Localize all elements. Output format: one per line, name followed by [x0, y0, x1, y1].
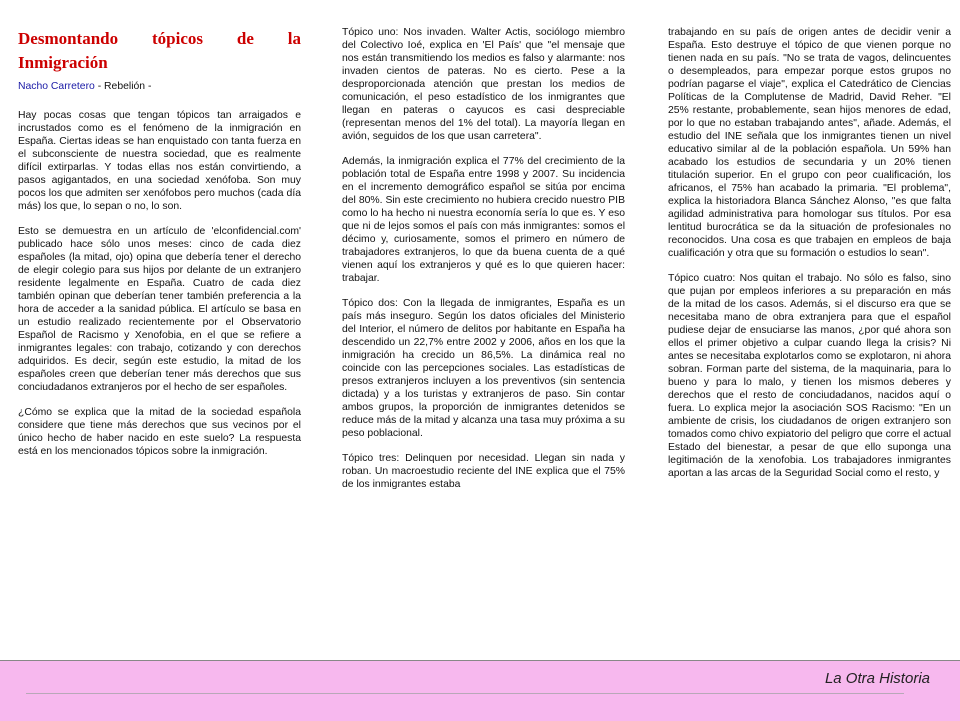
column-2	[342, 26, 625, 503]
paragraph: trabajando en su país de origen antes de decidir venir a España. Esto destruye el tópico de que vienen porque no tienen nada en su país. "No se trata de vagos, delincuentes o desempleados, para empezar porque estos grupos no podrían pagarse el viaje", explica el Catedrático de Ciencias Políticas de la Complutense de Madrid, David Reher. "El 25% restante, probablemente, sean hijos menores de edad, por lo que no estaban trabajando antes", añade. Además, el estudio del INE señala que los inmigrantes tienen un nivel educativo similar al de la población española. Un 59% han acabado los estudios de secundaria y un 20% tienen titulación superior. En el grupo con peor cualificación, los africanos, el 75% han acabado la primaria. "El problema", explica la historiadora Blanca Sánchez Alonso, "es que falta agilidad administrativa para homologar sus títulos. Por esa lentitud burocrática se da la situación de profesionales no reconocidos. Una cosa es que trabajen en empleos de baja cualificación y otra que su formación o estudios lo sean".	[668, 27, 951, 259]
column-3	[668, 26, 951, 492]
footer-label: La Otra Historia	[824, 670, 930, 687]
byline	[18, 80, 301, 93]
paragraph: Tópico dos: Con la llegada de inmigrantes, España es un país más inseguro. Según los datos oficiales del Ministerio del Interior, el número de delitos por habitante en España ha descendido un 22,7% entre 2002 y 2006, años en los que la inmigración ha crecido un 86,5%. La dinámica real no coincide con las percepciones sociales. Las estadísticas de presos extranjeros incluyen a los preventivos (sin sentencia dictada) y a los turistas y extranjeros de paso. Sin contar ambos grupos, la proporción de inmigrantes detenidos se reduce más de la mitad y alcanza una tasa muy próxima a su peso poblacional.	[342, 298, 625, 439]
paragraph: Tópico cuatro: Nos quitan el trabajo. No sólo es falso, sino que pujan por empleos inferiores a su preparación en más de la mitad de los casos. Además, si el discurso era que se necesitaba mano de obra extranjera para que el español pudiese dejar de ensuciarse las manos, ¿por qué ahora son ellos el primer objetivo a culpar cuando llega la crisis? Ni antes se necesitaba explotarlos como se explotaron, ni ahora sobran. Forman parte del sistema, de la maquinaria, para lo bueno y para lo malo, y tienen los mismos deberes y derechos que el resto de conciudadanos, nacidos aquí o fuera. Lo explica mejor la asociación SOS Racismo: "En un ambiente de crisis, los ciudadanos de origen extranjero son tomados como chivo expiatorio del peligro que corre el actual Estado del bienestar, a pesar de que ello suponga una legitimación de la xenofobia. Los trabajadores inmigrantes aportan a las arcas de la Seguridad Social como el resto, y	[668, 273, 951, 479]
paragraph: Hay pocas cosas que tengan tópicos tan arraigados e incrustados como es el fenómeno de la inmigración en España. Ciertas ideas se han enquistado con tanta fuerza en el subconsciente de nuestra sociedad, que es realmente difícil extirparlas. Y todas ellas nos están convirtiendo, a pasos agigantados, en una sociedad xenófoba. Son muy pocos los que admiten ser xenófobos pero muchos (cada día más) los que, lo sepan o no, lo son.	[18, 110, 301, 212]
paragraph: ¿Cómo se explica que la mitad de la sociedad española considere que tiene más derechos que sus vecinos por el único hecho de haber nacido en este suelo? La respuesta está en los mencionados tópicos sobre la inmigración.	[18, 407, 301, 457]
paragraph: Esto se demuestra en un artículo de 'elconfidencial.com' publicado hace sólo unos meses: cinco de cada diez españoles (la mitad, ojo) opina que debería tener el derecho de elegir colegio para sus hijos por delante de un extranjero residente legalmente en España. Cuatro de cada diez también opinan que deberían tener también preferencia a la hora de acceder a la sanidad pública. El artículo se basa en un estudio realizado recientemente por el Observatorio Español de Racismo y Xenofobia, en el que se refiere a inmigrantes legales: con trabajo, cotizando y con derechos adquiridos. Es decir, según este estudio, la mitad de los españoles creen que deberían tener más derechos que sus conciudadanos extranjeros por el hecho de ser españoles.	[18, 226, 301, 393]
footer-bar	[0, 660, 960, 721]
paragraph: Tópico uno: Nos invaden. Walter Actis, sociólogo miembro del Colectivo Ioé, explica en 'El País' que "el mensaje que nos están transmitiendo los medios es falso y alarmante: nos invaden cientos de pateras. No es cierto. Pese a la desproporcionada atención que prestan los medios de comunicación, el peso estadístico de los inmigrantes que llegan en pateras o cayucos es casi despreciable (representan menos del 1% del total). La mayoría llegan en avión, seguidos de los que usan carretera".	[342, 27, 625, 142]
column-1	[18, 28, 301, 470]
article-title-line-1: Desmontando tópicos de la	[18, 29, 301, 48]
paragraph: Tópico tres: Delinquen por necesidad. Llegan sin nada y roban. Un macroestudio reciente del INE explica que el 75% de los inmigrantes estaba	[342, 453, 625, 490]
footer-divider	[26, 693, 904, 694]
source-name: - Rebelión -	[94, 81, 152, 92]
article-title-line-2: Inmigración	[18, 53, 108, 72]
author-name: Nacho Carretero	[18, 81, 95, 92]
paragraph: Además, la inmigración explica el 77% del crecimiento de la población total de España entre 1998 y 2007. Su incidencia en el incremento demográfico español se sitúa por encima del 80%. Sin este crecimiento no hubiera crecido nuestro PIB como lo ha hecho ni nuestra economía sería lo que es. Y eso que ni de lejos somos el país con más inmigrantes: somos el décimo y, curiosamente, somos el primero en número de trabajadores extranjeros, lo que da buena cuenta de a qué vienen aquí los extranjeros y qué es lo que quieren hacer: trabajar.	[342, 156, 625, 284]
